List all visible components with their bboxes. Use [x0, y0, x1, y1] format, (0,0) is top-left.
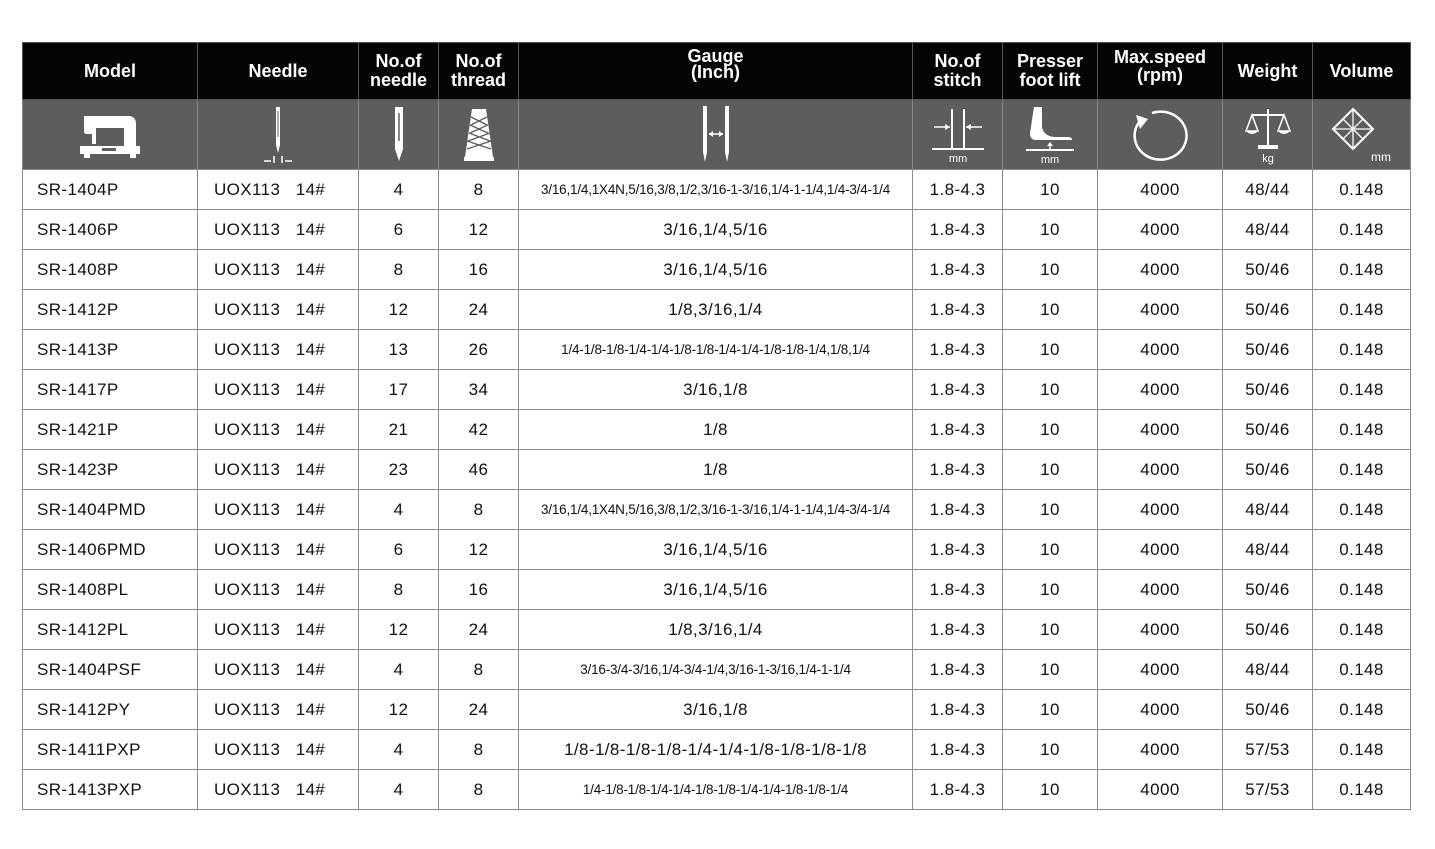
cell-volume: 0.148	[1313, 330, 1411, 370]
table-row	[23, 250, 1411, 290]
cell-stitch: 1.8-4.3	[913, 650, 1003, 690]
cell-model: SR-1421P	[23, 410, 198, 450]
cell-lift: 10	[1003, 450, 1098, 490]
cell-speed: 4000	[1098, 250, 1223, 290]
col-header-needle: Needle	[198, 43, 359, 100]
table-row	[23, 290, 1411, 330]
cell-threads: 46	[439, 450, 519, 490]
cell-model: SR-1406P	[23, 210, 198, 250]
cell-volume: 0.148	[1313, 770, 1411, 810]
cell-model: SR-1408PL	[23, 570, 198, 610]
cell-model: SR-1412PL	[23, 610, 198, 650]
table-row	[23, 650, 1411, 690]
presser-foot-icon	[1003, 100, 1098, 170]
cell-needle: UOX113 14#	[198, 690, 359, 730]
stitch-length-icon	[913, 100, 1003, 170]
cell-weight: 48/44	[1223, 650, 1313, 690]
cell-threads: 24	[439, 690, 519, 730]
cell-volume: 0.148	[1313, 610, 1411, 650]
cell-gauge: 1/8,3/16,1/4	[519, 610, 913, 650]
svg-text:mm: mm	[1040, 153, 1060, 165]
cell-volume: 0.148	[1313, 370, 1411, 410]
cell-volume: 0.148	[1313, 210, 1411, 250]
cell-model: SR-1412P	[23, 290, 198, 330]
cell-gauge: 1/4-1/8-1/8-1/4-1/4-1/8-1/8-1/4-1/4-1/8-1/8-1/4	[519, 770, 913, 810]
cell-needle: UOX113 14#	[198, 770, 359, 810]
cell-stitch: 1.8-4.3	[913, 530, 1003, 570]
cell-stitch: 1.8-4.3	[913, 450, 1003, 490]
cell-threads: 16	[439, 570, 519, 610]
cell-needle: UOX113 14#	[198, 450, 359, 490]
gauge-icon	[519, 100, 913, 170]
cell-lift: 10	[1003, 370, 1098, 410]
cell-volume: 0.148	[1313, 170, 1411, 210]
scale-icon	[1223, 100, 1313, 170]
cell-threads: 26	[439, 330, 519, 370]
cell-gauge: 1/8,3/16,1/4	[519, 290, 913, 330]
cell-speed: 4000	[1098, 290, 1223, 330]
cell-threads: 24	[439, 290, 519, 330]
cell-lift: 10	[1003, 570, 1098, 610]
cell-weight: 48/44	[1223, 530, 1313, 570]
cell-volume: 0.148	[1313, 690, 1411, 730]
cell-speed: 4000	[1098, 610, 1223, 650]
cell-weight: 50/46	[1223, 610, 1313, 650]
cell-weight: 48/44	[1223, 210, 1313, 250]
cell-lift: 10	[1003, 170, 1098, 210]
single-needle-icon	[359, 100, 439, 170]
cell-needles: 4	[359, 170, 439, 210]
volume-icon	[1313, 100, 1411, 170]
cell-model: SR-1417P	[23, 370, 198, 410]
cell-stitch: 1.8-4.3	[913, 770, 1003, 810]
cell-gauge: 3/16-3/4-3/16,1/4-3/4-1/4,3/16-1-3/16,1/4-1-1/4	[519, 650, 913, 690]
cell-needle: UOX113 14#	[198, 370, 359, 410]
cell-gauge: 3/16,1/4,1X4N,5/16,3/8,1/2,3/16-1-3/16,1/4-1-1/4,1/4-3/4-1/4	[519, 170, 913, 210]
cell-model: SR-1408P	[23, 250, 198, 290]
header-row	[23, 43, 1411, 100]
cell-gauge: 3/16,1/4,1X4N,5/16,3/8,1/2,3/16-1-3/16,1/4-1-1/4,1/4-3/4-1/4	[519, 490, 913, 530]
needle-icon	[198, 100, 359, 170]
cell-needle: UOX113 14#	[198, 730, 359, 770]
col-header-needles: No.of needle	[359, 43, 439, 100]
cell-needle: UOX113 14#	[198, 250, 359, 290]
cell-needles: 8	[359, 250, 439, 290]
table-row	[23, 690, 1411, 730]
cell-gauge: 3/16,1/4,5/16	[519, 250, 913, 290]
cell-needles: 6	[359, 530, 439, 570]
cell-model: SR-1404PMD	[23, 490, 198, 530]
col-header-lift: Presser foot lift	[1003, 43, 1098, 100]
svg-text:kg: kg	[1261, 152, 1274, 165]
cell-speed: 4000	[1098, 730, 1223, 770]
cell-threads: 8	[439, 650, 519, 690]
cell-needles: 4	[359, 490, 439, 530]
cell-weight: 57/53	[1223, 730, 1313, 770]
cell-gauge: 3/16,1/4,5/16	[519, 210, 913, 250]
cell-needle: UOX113 14#	[198, 490, 359, 530]
speed-icon	[1098, 100, 1223, 170]
cell-gauge: 1/4-1/8-1/8-1/4-1/4-1/8-1/8-1/4-1/4-1/8-1/8-1/4,1/8,1/4	[519, 330, 913, 370]
cell-threads: 8	[439, 730, 519, 770]
cell-needle: UOX113 14#	[198, 330, 359, 370]
cell-gauge: 3/16,1/4,5/16	[519, 530, 913, 570]
cell-lift: 10	[1003, 730, 1098, 770]
icon-row	[23, 100, 1411, 170]
cell-model: SR-1413PXP	[23, 770, 198, 810]
col-header-speed: Max.speed (rpm)	[1098, 43, 1223, 100]
cell-needles: 12	[359, 690, 439, 730]
svg-text:mm: mm	[1370, 149, 1391, 164]
cell-needles: 4	[359, 650, 439, 690]
cell-weight: 50/46	[1223, 330, 1313, 370]
cell-weight: 50/46	[1223, 410, 1313, 450]
cell-needles: 21	[359, 410, 439, 450]
cell-lift: 10	[1003, 770, 1098, 810]
cell-stitch: 1.8-4.3	[913, 690, 1003, 730]
cell-stitch: 1.8-4.3	[913, 250, 1003, 290]
cell-lift: 10	[1003, 250, 1098, 290]
cell-weight: 50/46	[1223, 570, 1313, 610]
cell-threads: 16	[439, 250, 519, 290]
cell-weight: 57/53	[1223, 770, 1313, 810]
table-row	[23, 730, 1411, 770]
cell-lift: 10	[1003, 610, 1098, 650]
cell-stitch: 1.8-4.3	[913, 330, 1003, 370]
cell-needles: 12	[359, 610, 439, 650]
cell-volume: 0.148	[1313, 250, 1411, 290]
cell-lift: 10	[1003, 530, 1098, 570]
cell-model: SR-1406PMD	[23, 530, 198, 570]
cell-lift: 10	[1003, 410, 1098, 450]
cell-needles: 6	[359, 210, 439, 250]
cell-needle: UOX113 14#	[198, 530, 359, 570]
cell-speed: 4000	[1098, 450, 1223, 490]
cell-lift: 10	[1003, 490, 1098, 530]
cell-lift: 10	[1003, 650, 1098, 690]
cell-weight: 50/46	[1223, 370, 1313, 410]
cell-threads: 12	[439, 210, 519, 250]
cell-speed: 4000	[1098, 770, 1223, 810]
cell-volume: 0.148	[1313, 570, 1411, 610]
cell-lift: 10	[1003, 290, 1098, 330]
svg-text:mm: mm	[948, 152, 967, 165]
table-row	[23, 570, 1411, 610]
col-header-weight: Weight	[1223, 43, 1313, 100]
cell-stitch: 1.8-4.3	[913, 290, 1003, 330]
cell-needle: UOX113 14#	[198, 210, 359, 250]
col-header-gauge: Gauge (Inch)	[519, 43, 913, 100]
cell-speed: 4000	[1098, 410, 1223, 450]
cell-gauge: 3/16,1/4,5/16	[519, 570, 913, 610]
spec-table	[22, 42, 1411, 810]
cell-speed: 4000	[1098, 330, 1223, 370]
cell-stitch: 1.8-4.3	[913, 570, 1003, 610]
table-row	[23, 210, 1411, 250]
cell-needles: 12	[359, 290, 439, 330]
cell-stitch: 1.8-4.3	[913, 410, 1003, 450]
cell-gauge: 3/16,1/8	[519, 370, 913, 410]
cell-needle: UOX113 14#	[198, 570, 359, 610]
cell-needle: UOX113 14#	[198, 610, 359, 650]
cell-needles: 23	[359, 450, 439, 490]
cell-volume: 0.148	[1313, 490, 1411, 530]
cell-needles: 17	[359, 370, 439, 410]
cell-speed: 4000	[1098, 570, 1223, 610]
cell-lift: 10	[1003, 210, 1098, 250]
cell-model: SR-1413P	[23, 330, 198, 370]
cell-threads: 8	[439, 170, 519, 210]
cell-weight: 48/44	[1223, 490, 1313, 530]
cell-weight: 48/44	[1223, 170, 1313, 210]
table-row	[23, 450, 1411, 490]
cell-gauge: 1/8-1/8-1/8-1/8-1/4-1/4-1/8-1/8-1/8-1/8	[519, 730, 913, 770]
table-row	[23, 170, 1411, 210]
cell-needle: UOX113 14#	[198, 170, 359, 210]
col-header-threads: No.of thread	[439, 43, 519, 100]
cell-stitch: 1.8-4.3	[913, 610, 1003, 650]
table-row	[23, 370, 1411, 410]
table-row	[23, 490, 1411, 530]
cell-lift: 10	[1003, 690, 1098, 730]
cell-lift: 10	[1003, 330, 1098, 370]
cell-threads: 8	[439, 770, 519, 810]
cell-needles: 4	[359, 730, 439, 770]
thread-cone-icon	[439, 100, 519, 170]
cell-model: SR-1411PXP	[23, 730, 198, 770]
cell-speed: 4000	[1098, 690, 1223, 730]
cell-model: SR-1404PSF	[23, 650, 198, 690]
cell-stitch: 1.8-4.3	[913, 370, 1003, 410]
col-header-stitch: No.of stitch	[913, 43, 1003, 100]
cell-volume: 0.148	[1313, 650, 1411, 690]
sewing-machine-icon	[23, 100, 198, 170]
cell-needles: 8	[359, 570, 439, 610]
cell-stitch: 1.8-4.3	[913, 170, 1003, 210]
cell-stitch: 1.8-4.3	[913, 490, 1003, 530]
cell-weight: 50/46	[1223, 290, 1313, 330]
cell-needle: UOX113 14#	[198, 290, 359, 330]
cell-stitch: 1.8-4.3	[913, 210, 1003, 250]
cell-gauge: 1/8	[519, 450, 913, 490]
cell-threads: 8	[439, 490, 519, 530]
col-header-model: Model	[23, 43, 198, 100]
cell-weight: 50/46	[1223, 450, 1313, 490]
cell-volume: 0.148	[1313, 290, 1411, 330]
cell-speed: 4000	[1098, 530, 1223, 570]
cell-needle: UOX113 14#	[198, 650, 359, 690]
cell-speed: 4000	[1098, 370, 1223, 410]
cell-speed: 4000	[1098, 490, 1223, 530]
cell-model: SR-1404P	[23, 170, 198, 210]
cell-volume: 0.148	[1313, 730, 1411, 770]
cell-weight: 50/46	[1223, 690, 1313, 730]
cell-needles: 4	[359, 770, 439, 810]
table-row	[23, 410, 1411, 450]
cell-threads: 42	[439, 410, 519, 450]
cell-needles: 13	[359, 330, 439, 370]
cell-model: SR-1412PY	[23, 690, 198, 730]
cell-speed: 4000	[1098, 650, 1223, 690]
table-row	[23, 610, 1411, 650]
cell-needle: UOX113 14#	[198, 410, 359, 450]
table-row	[23, 530, 1411, 570]
cell-speed: 4000	[1098, 210, 1223, 250]
table-row	[23, 770, 1411, 810]
cell-threads: 12	[439, 530, 519, 570]
col-header-volume: Volume	[1313, 43, 1411, 100]
cell-gauge: 1/8	[519, 410, 913, 450]
cell-volume: 0.148	[1313, 410, 1411, 450]
cell-threads: 34	[439, 370, 519, 410]
table-row	[23, 330, 1411, 370]
cell-gauge: 3/16,1/8	[519, 690, 913, 730]
cell-threads: 24	[439, 610, 519, 650]
cell-stitch: 1.8-4.3	[913, 730, 1003, 770]
cell-model: SR-1423P	[23, 450, 198, 490]
cell-volume: 0.148	[1313, 530, 1411, 570]
cell-weight: 50/46	[1223, 250, 1313, 290]
cell-volume: 0.148	[1313, 450, 1411, 490]
cell-speed: 4000	[1098, 170, 1223, 210]
